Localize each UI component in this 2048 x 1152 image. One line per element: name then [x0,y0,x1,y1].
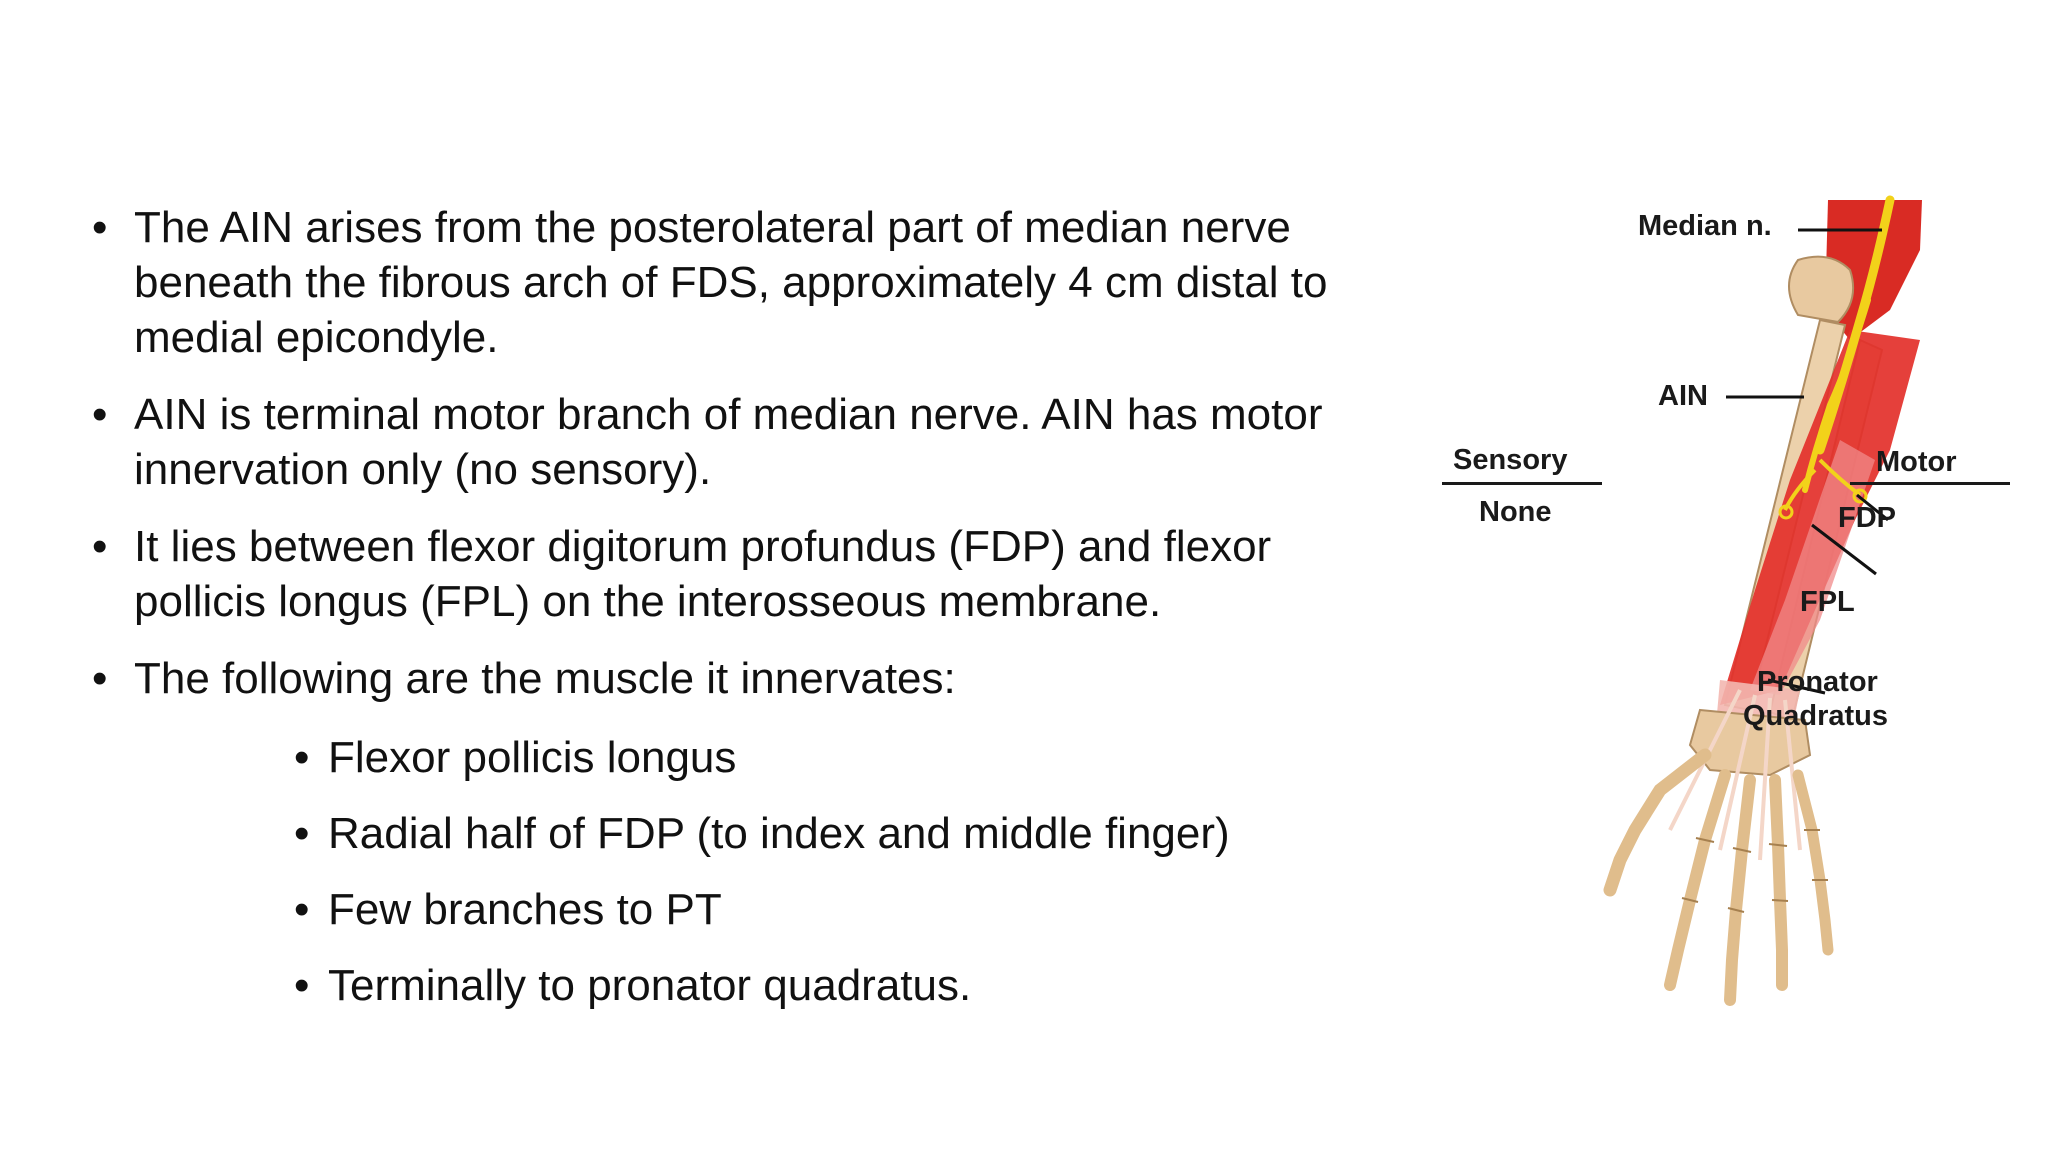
little-finger-bones [1798,775,1828,950]
label-quadratus: Quadratus [1743,700,1889,732]
label-motor: Motor [1876,446,1957,478]
sub-bullet-text: Flexor pollicis longus [328,733,737,782]
label-fpl: FPL [1800,586,1855,618]
sub-bullet-text: Terminally to pronator quadratus. [328,961,972,1010]
index-finger-bones [1670,775,1725,985]
ring-finger-bones [1775,780,1782,985]
sensory-divider [1442,482,1602,485]
sub-bullet-text: Few branches to PT [328,885,722,934]
bullet-item [92,387,1382,497]
elbow-bone [1789,257,1853,322]
forearm-illustration [1420,190,2020,1030]
label-fdp: FDP [1838,502,1896,534]
sub-bullet-list [294,730,1230,1034]
bullet-item [92,651,1382,706]
sub-bullet-item [294,882,1230,937]
sub-bullet-item [294,806,1230,861]
forearm-anatomy-figure [1420,190,2020,1030]
motor-divider [1850,482,2010,485]
bullet-text: It lies between flexor digitorum profundus (FDP) and flexor pollicis longus (FPL) on the interosseous membrane. [134,522,1272,626]
main-bullet-list [92,200,1382,728]
bullet-text: The AIN arises from the posterolateral part of median nerve beneath the fibrous arch of FDS, approximately 4 cm distal to medial epicondyle. [134,203,1328,362]
label-none: None [1479,496,1552,528]
middle-finger-bones [1730,780,1750,1000]
sub-bullet-item [294,730,1230,785]
bullet-text: AIN is terminal motor branch of median nerve. AIN has motor innervation only (no sensory). [134,390,1323,494]
bullet-text: The following are the muscle it innervates: [134,654,956,703]
sub-bullet-text: Radial half of FDP (to index and middle finger) [328,809,1230,858]
label-ain: AIN [1658,380,1708,412]
sub-bullet-item [294,958,1230,1013]
thumb-bones [1610,755,1705,890]
label-median-nerve: Median n. [1638,210,1772,242]
bullet-item [92,200,1382,365]
label-pronator: Pronator [1757,666,1878,698]
label-sensory: Sensory [1453,444,1568,476]
bullet-item [92,519,1382,629]
